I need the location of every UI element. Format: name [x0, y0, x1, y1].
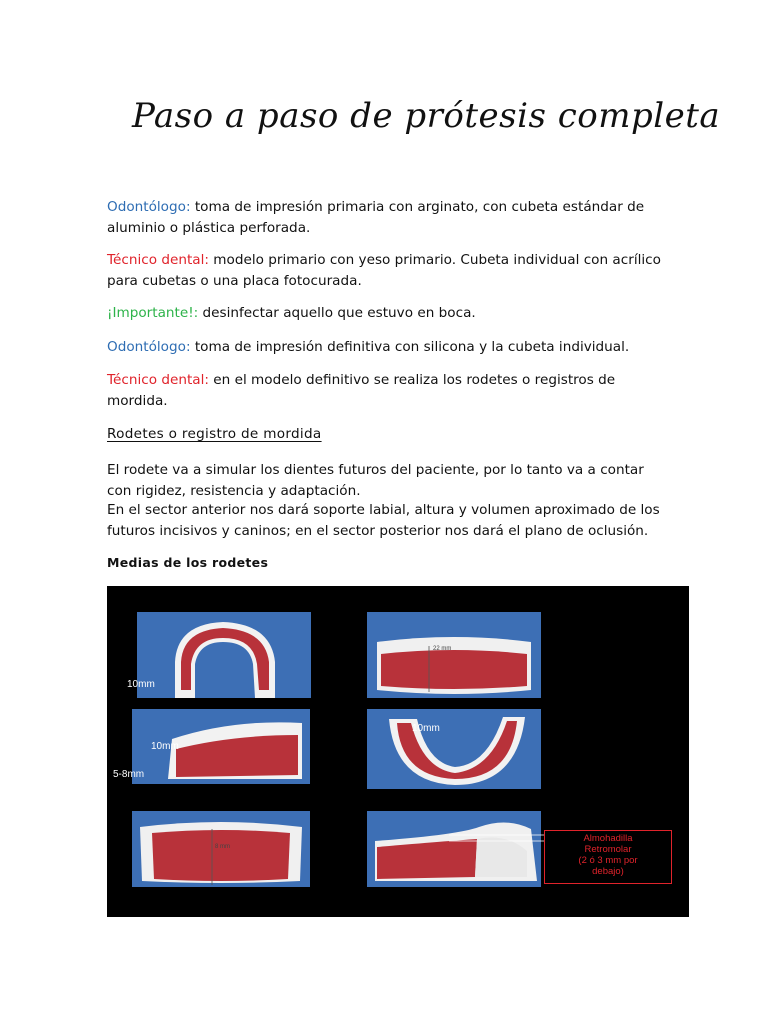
photo-front-view	[367, 612, 541, 698]
note-line: Almohadilla	[583, 833, 633, 844]
photo-lower-rim-occlusal	[367, 709, 541, 789]
note-line: (2 ó 3 mm por	[578, 855, 638, 866]
label-tecnico-dental: Técnico dental:	[107, 252, 209, 268]
measure-label: 8 mm	[215, 844, 230, 850]
measure-label: 10mm	[151, 741, 179, 752]
note-line: debajo)	[592, 866, 624, 877]
paragraph-text: toma de impresión definitiva con silicona y la cubeta individual.	[190, 339, 630, 355]
paragraph-importante	[107, 303, 667, 324]
pointer-arrows	[447, 830, 547, 850]
measure-label: 22 mm	[433, 646, 452, 652]
paragraph-odontologo-2	[107, 337, 667, 358]
figure-heading: Medias de los rodetes	[107, 555, 269, 570]
paragraph-text: toma de impresión primaria con arginato, con cubeta estándar de aluminio o plástica perforada.	[107, 199, 645, 236]
label-importante: ¡Importante!:	[107, 305, 199, 321]
body-paragraph-1: El rodete va a simular los dientes futuros del paciente, por lo tanto va a contar con rigidez, resistencia y adaptación.	[107, 462, 644, 499]
page-title: Paso a paso de prótesis completa	[132, 96, 721, 136]
section-subheading: Rodetes o registro de mordida	[107, 426, 322, 442]
measure-label: 5-8mm	[113, 769, 145, 780]
measure-label: 10mm	[412, 723, 440, 734]
label-odontologo: Odontólogo:	[107, 199, 191, 215]
paragraph-tecnico-2	[107, 370, 667, 411]
measure-label: 10mm	[127, 679, 155, 690]
paragraph-text: en el modelo definitivo se realiza los rodetes o registros de mordida.	[107, 372, 616, 409]
label-tecnico-dental: Técnico dental:	[107, 372, 209, 388]
rodetes-figure	[107, 586, 689, 917]
label-odontologo: Odontólogo:	[107, 339, 191, 355]
note-line: Retromolar	[584, 844, 632, 855]
paragraph-text: desinfectar aquello que estuvo en boca.	[198, 305, 476, 321]
retromolar-note	[544, 830, 672, 884]
paragraph-tecnico-1	[107, 250, 667, 291]
paragraph-text: modelo primario con yeso primario. Cubeta individual con acrílico para cubetas o una placa fotocurada.	[107, 252, 661, 289]
photo-upper-rim-occlusal	[137, 612, 311, 698]
paragraph-odontologo-1	[107, 197, 667, 238]
body-paragraph-2: En el sector anterior nos dará soporte labial, altura y volumen aproximado de los futuros incisivos y caninos; en el sector posterior nos dará el plano de oclusión.	[107, 502, 660, 539]
